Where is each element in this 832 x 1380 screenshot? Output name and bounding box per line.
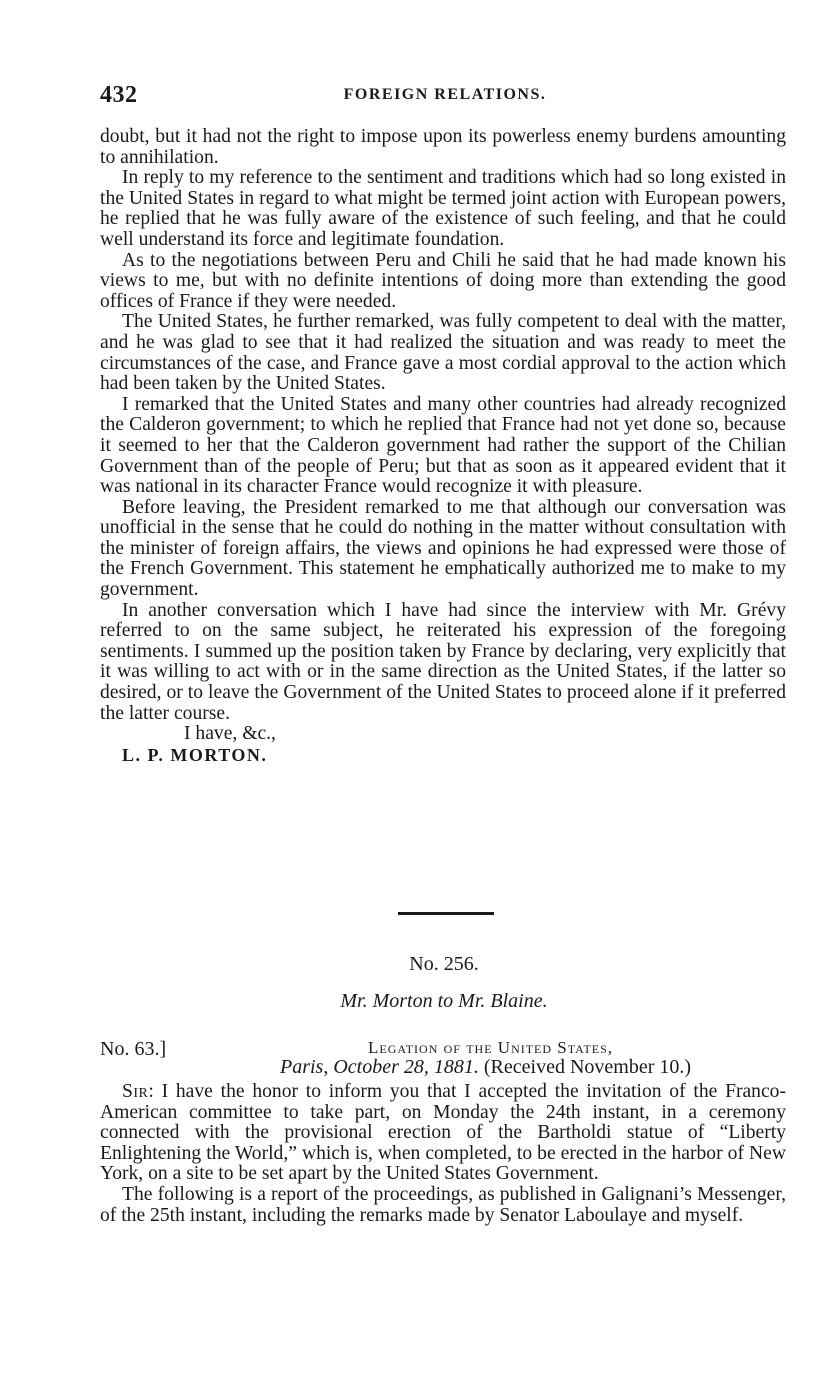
page-number: 432: [100, 82, 138, 108]
paragraph: In another conversation which I have had since the interview with Mr. Grévy referred to on the same subject, he reiterated his expression of the foregoing sentiments. I summed up the position taken by France by declaring, very explicitly that it was willing to act with or in the same direction as the United States, if the latter so desired, or to leave the Government of the United States to proceed alone if it preferred the latter course.: [100, 599, 786, 724]
paragraph: In reply to my reference to the sentiment and traditions which had so long existed in the United States in regard to what might be termed joint action with European powers, he replied that he was fully aware of the existence of such feeling, and that he could well understand its force and legitimate foundation.: [100, 167, 786, 250]
running-head: [100, 82, 790, 114]
salutation: Sir: [122, 1081, 149, 1102]
paragraph-text: : I have the honor to inform you that I accepted the invitation of the Franco-American committee to take part, on Monday the 24th instant, in a ceremony connected with the provisional erection of the Bartholdi statue of “Liberty Enlightening the World,” which is, when completed, to be erected in the harbor of New York, on a site to be set apart by the United States Government.: [100, 1081, 786, 1185]
document-number: No. 256.: [409, 953, 479, 975]
received-note: (Received November 10.): [483, 1056, 692, 1078]
date: October 28, 1881.: [333, 1056, 479, 1078]
dateline: Paris, October 28, 1881. (Received November 10.): [280, 1056, 692, 1078]
closing-line: I have, &c.,: [184, 723, 276, 745]
paragraph: As to the negotiations between Peru and Chili he said that he had made known his views to me, but with no definite intentions of doing more than extending the good offices of France if they were needed.: [100, 249, 786, 312]
running-title: FOREIGN RELATIONS.: [343, 86, 547, 103]
paragraph: [100, 1082, 786, 1185]
despatch-number: No. 63.]: [100, 1038, 167, 1060]
signature: L. P. MORTON.: [122, 744, 268, 765]
legation-heading: Legation of the United States,: [368, 1038, 614, 1057]
paragraph: I remarked that the United States and many other countries had already recognized the Calderon government; to which he replied that France had not yet done so, because it seemed to her that the Calderon government had rather the support of the Chilian Government than of the people of Peru; but that as soon as it appeared evident that it was national in its character France would recognize it with pleasure.: [100, 393, 786, 498]
paragraph: Before leaving, the President remarked to me that although our conversation was unofficial in the sense that he could do nothing in the matter without consultation with the minister of foreign affairs, the views and opinions he had expressed were those of the French Government. This statement he emphatically authorized me to make to my government.: [100, 496, 786, 601]
despatch-body: [100, 1082, 786, 1226]
paragraph: The United States, he further remarked, was fully competent to deal with the matter, and he was glad to see that it had realized the situation and was ready to meet the circumstances of the case, and France gave a most cordial approval to the action which had been taken by the United States.: [100, 311, 786, 395]
document-heading: Mr. Morton to Mr. Blaine.: [340, 990, 548, 1012]
letter-body: [100, 127, 786, 765]
paragraph: The following is a report of the proceedings, as published in Galignani’s Messenger, of the 25th instant, including the remarks made by Senator Laboulaye and myself.: [100, 1183, 786, 1226]
place: Paris: [280, 1056, 324, 1078]
paragraph: doubt, but it had not the right to impose upon its powerless enemy burdens amounting to annihilation.: [100, 126, 786, 168]
section-divider: [398, 912, 494, 915]
